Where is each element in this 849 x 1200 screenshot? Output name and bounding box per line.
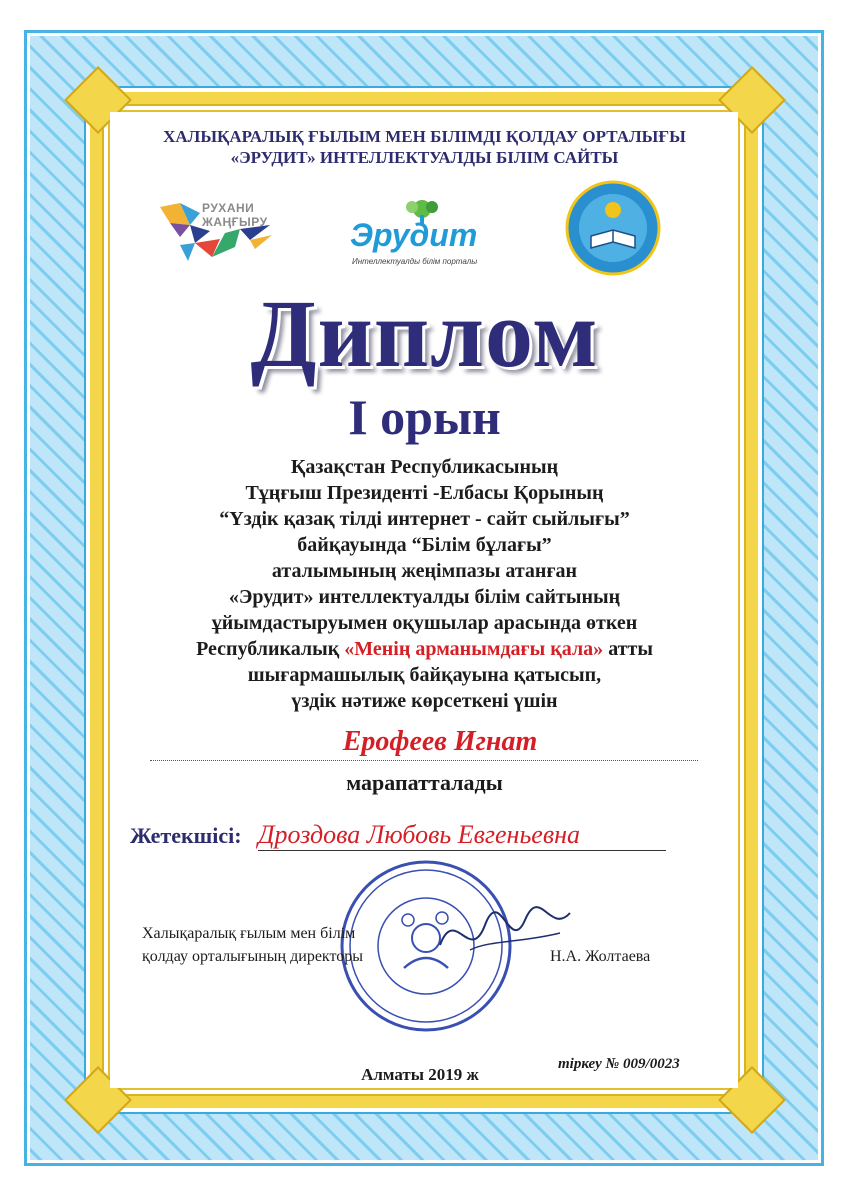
erudit-logo xyxy=(340,195,500,275)
awarded-label: марапатталады xyxy=(346,770,503,795)
ruhani-zhangyru-logo xyxy=(150,185,290,275)
book-emblem-icon xyxy=(565,180,661,276)
signatory-title-line1: Халықаралық ғылым мен білім xyxy=(142,925,356,942)
place-label: I орын xyxy=(348,389,501,445)
body-line: ұйымдастыруымен оқушылар арасында өткен xyxy=(211,612,638,634)
body-line: “Үздік қазақ тілді интернет - сайт сыйлығы” xyxy=(219,508,630,530)
leader-name: Дроздова Любовь Евгеньевна xyxy=(258,820,581,849)
erudit-logo-name: Эрудит xyxy=(350,217,478,253)
signatory-name: Н.А. Жолтаева xyxy=(550,948,651,965)
organization-subtitle: «ЭРУДИТ» ИНТЕЛЛЕКТУАЛДЫ БІЛІМ САЙТЫ xyxy=(230,148,619,167)
leader-label: Жетекшісі: xyxy=(130,823,242,848)
body-text: атты xyxy=(603,638,653,660)
diploma-title: Диплом xyxy=(250,280,599,387)
ruhani-line-1: РУХАНИ xyxy=(202,201,255,215)
ruhani-line-2: ЖАҢҒЫРУ xyxy=(202,215,268,229)
winner-name: Ерофеев Игнат xyxy=(342,726,538,757)
winner-underline xyxy=(150,760,698,761)
leader-underline xyxy=(258,850,666,851)
bird-icon xyxy=(150,185,290,275)
ruhani-logo-text xyxy=(202,201,268,229)
center-emblem xyxy=(565,180,661,276)
body-line: шығармашылық байқауына қатысып, xyxy=(247,664,602,686)
body-text: Республикалық xyxy=(196,638,345,660)
organization-title: ХАЛЫҚАРАЛЫҚ ҒЫЛЫМ МЕН БІЛІМДІ ҚОЛДАУ ОРТАЛЫҒЫ xyxy=(163,127,686,146)
body-line: байқауында “Білім бұлағы” xyxy=(297,534,552,556)
city-year: Алматы 2019 ж xyxy=(361,1065,479,1084)
body-line-contest xyxy=(0,638,849,660)
body-line: аталымының жеңімпазы атанған xyxy=(271,560,578,582)
body-line: «Эрудит» интеллектуалды білім сайтының xyxy=(228,586,621,608)
registration-number: тіркеу № 009/0023 xyxy=(558,1056,680,1072)
signatory-title-line2: қолдау орталығының директоры xyxy=(142,948,364,965)
body-line: Қазақстан Республикасының xyxy=(290,456,559,478)
erudit-logo-subtitle: Интеллектуалды білім порталы xyxy=(352,257,478,266)
contest-name: «Менің арманымдағы қала» xyxy=(344,638,604,660)
body-line: үздік нәтиже көрсеткені үшін xyxy=(291,690,558,712)
body-line: Тұңғыш Президенті -Елбасы Қорының xyxy=(245,482,604,504)
